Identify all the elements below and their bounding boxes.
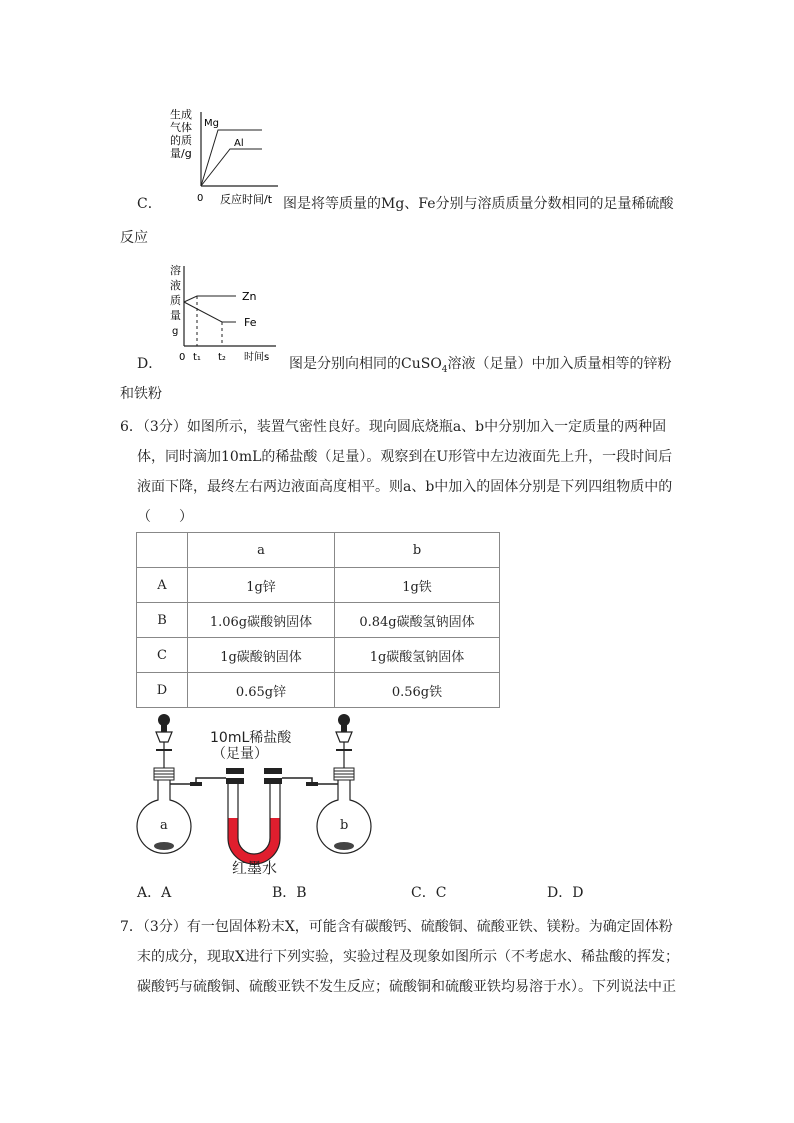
table-row [137,638,500,673]
graph-c-label-al: Al [234,138,244,149]
table-header-cell: b [335,533,500,568]
table-header-row [137,533,500,568]
q7-line-1: 7．（3分）有一包固体粉末X，可能含有碳酸钙、硫酸铜、硫酸亚铁、镁粉。为确定固体粉 [120,919,673,935]
graph-d-label-fe: Fe [244,316,257,329]
option-c-label: C． [137,196,162,212]
graph-c-label-mg: Mg [204,118,219,129]
option-d-formula: CuSO [401,356,442,372]
option-d-text-pre: 图是分别向相同的 [289,356,401,372]
option-d-graph [164,260,284,368]
graph-d-line-fe [184,302,236,322]
q7-line-3: 碳酸钙与硫酸铜、硫酸亚铁不发生反应；硫酸铜和硫酸亚铁均易溶于水）。下列说法中正 [137,979,676,995]
graph-d-ylabel-3: 质 [170,294,181,307]
graph-c-xlabel: 反应时间/t [220,193,273,206]
option-c-text: 图是将等质量的Mg、Fe分别与溶质质量分数相同的足量稀硫酸 [283,196,674,212]
graph-d-t2: t₂ [218,352,226,363]
q7-line-2: 末的成分，现取X进行下列实验，实验过程及现象如图所示（不考虑水、稀盐酸的挥发； [137,949,679,965]
q6-choice-b[interactable]: B．B [272,885,307,901]
graph-d-ylabel-5: g [172,326,179,337]
graph-d-ylabel-2: 液 [170,279,181,292]
table-header-cell: a [188,533,335,568]
flask-a-label: a [160,818,168,833]
table-row [137,603,500,638]
table-cell: 1g铁 [335,568,500,603]
graph-d-label-zn: Zn [242,290,257,303]
acid-label: 10mL稀盐酸 [210,730,292,746]
table-cell: 0.56g铁 [335,673,500,708]
table-cell: 1g碳酸氢钠固体 [335,638,500,673]
option-d-formula-sub: 4 [441,364,448,375]
table-header-cell [137,533,188,568]
graph-d-t1: t₁ [193,352,201,363]
table-cell: D [137,673,188,708]
q6-options-table [136,532,500,708]
table-cell: 1g锌 [188,568,335,603]
q6-line-4: （ ） [137,509,193,525]
table-row [137,568,500,603]
q6-choice-d[interactable]: D．D [547,885,584,901]
option-d-label: D． [137,356,163,372]
u-tube [226,768,282,864]
graph-d-ylabel-4: 量 [170,309,181,322]
graph-c-ylabel-1: 生成 [170,108,192,121]
table-cell: 0.65g锌 [188,673,335,708]
table-cell: B [137,603,188,638]
table-cell: 1.06g碳酸钠固体 [188,603,335,638]
option-c-graph [166,104,282,208]
graph-c-origin: 0 [197,193,204,204]
q6-line-2: 体，同时滴加10mL的稀盐酸（足量）。观察到在U形管中左边液面先上升，一段时间后 [137,449,673,465]
table-cell: C [137,638,188,673]
acid-label-amount: （足量） [212,746,268,762]
q6-choice-c[interactable]: C．C [411,885,447,901]
flask-a [137,768,191,853]
flask-b-label: b [340,818,349,833]
graph-c-line-mg [201,130,262,186]
graph-c-ylabel-4: 量/g [170,147,192,160]
red-ink-label: 红墨水 [232,859,278,877]
option-d-text [289,354,672,380]
q6-line-3: 液面下降，最终左右两边液面高度相平。则a、b中加入的固体分别是下列四组物质中的 [137,479,673,495]
table-cell: 1g碳酸钠固体 [188,638,335,673]
graph-c-ylabel-2: 气体 [170,121,192,134]
graph-d-origin: 0 [179,352,186,363]
option-c-text-cont: 反应 [120,230,148,246]
table-cell: 0.84g碳酸氢钠固体 [335,603,500,638]
option-d-text-cont: 和铁粉 [120,386,162,402]
table-cell: A [137,568,188,603]
q6-line-1: 6．（3分）如图所示，装置气密性良好。现向圆底烧瓶a、b中分别加入一定质量的两种固 [120,419,667,435]
graph-c-ylabel-3: 的质 [170,134,192,147]
left-dropping-funnel [156,714,172,770]
table-row [137,673,500,708]
graph-d-line-zn [184,296,236,302]
flask-b [317,768,371,853]
option-d-text-post: 溶液（足量）中加入质量相等的锌粉 [447,356,672,372]
graph-d-ylabel-1: 溶 [170,264,181,277]
graph-d-xlabel: 时间s [244,352,270,363]
q6-choice-a[interactable]: A．A [137,885,172,901]
right-dropping-funnel [336,714,352,770]
